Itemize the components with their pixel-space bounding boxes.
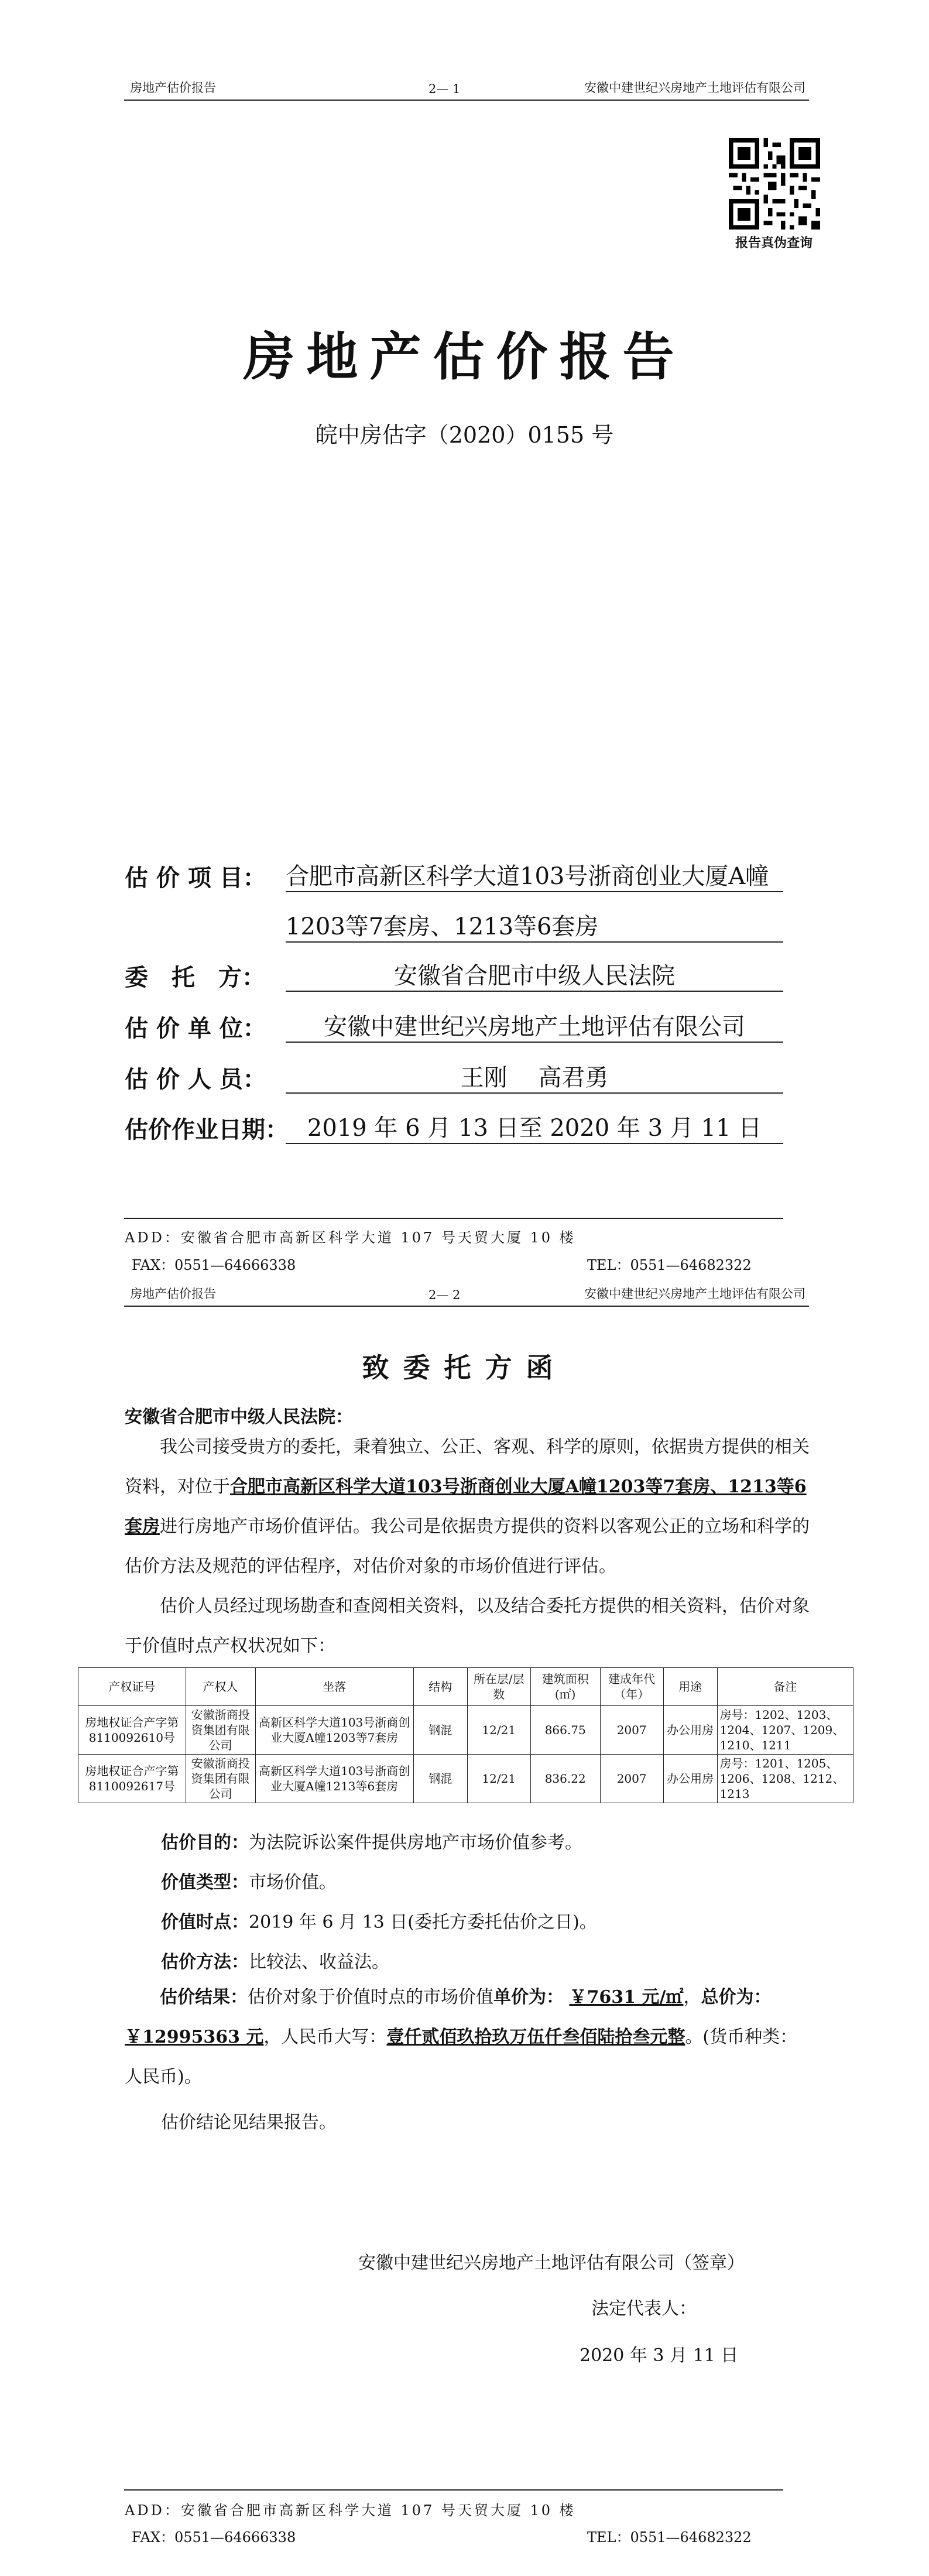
table-header: 坐落 — [255, 1668, 413, 1706]
table-header: 备注 — [717, 1668, 853, 1706]
letter-page — [0, 1282, 929, 2576]
table-cell: 2007 — [600, 1706, 663, 1755]
table-cell: 钢混 — [413, 1706, 467, 1755]
survey-paragraph: 估价人员经过现场勘查和查阅相关资料，以及结合委托方提供的相关资料，估价对象于价值时点产权状况如下： — [125, 1596, 810, 1656]
unit-price: ￥7631 元/㎡ — [569, 1987, 684, 2008]
table-cell: 安徽浙商投资集团有限公司 — [186, 1706, 255, 1755]
qr-code-icon[interactable] — [729, 138, 820, 229]
report-title: 房地产估价报告 — [243, 326, 686, 387]
project-label: 估 价 项 目： — [125, 864, 266, 892]
appraisal-unit-value: 安徽中建世纪兴房地产土地评估有限公司 — [286, 1008, 783, 1043]
total-price-in-words: 壹仟贰佰玖拾玖万伍仟叁佰陆拾叁元整 — [386, 2027, 685, 2047]
result-paragraph: 估价结果：估价对象于价值时点的市场价值单价为： ￥7631 元/㎡，总价为： ￥12995363 元，人民币大写：壹仟贰佰玖拾玖万伍仟叁佰陆拾叁元整。(货币种类：人民币)。 — [125, 1987, 798, 2087]
footer-address: ADD：安徽省合肥市高新区科学大道 107 号天贸大厦 10 楼 — [125, 2502, 576, 2519]
table-cell: 钢混 — [413, 1755, 467, 1803]
conclusion-line: 估价结论见结果报告。 — [161, 2112, 337, 2133]
table-header: 结构 — [413, 1668, 467, 1706]
table-cell: 12/21 — [467, 1706, 530, 1755]
table-header: 建筑面积(㎡) — [530, 1668, 600, 1706]
page-header — [124, 1282, 809, 1307]
header-page-number: 2— 2 — [428, 1288, 461, 1302]
table-cell: 836.22 — [530, 1755, 600, 1803]
footer-address: ADD：安徽省合肥市高新区科学大道 107 号天贸大厦 10 楼 — [125, 1229, 576, 1246]
footer-tel: TEL：0551—64682322 — [587, 1257, 752, 1273]
header-left: 房地产估价报告 — [130, 81, 216, 95]
table-header: 用途 — [663, 1668, 717, 1706]
table-cell: 安徽浙商投资集团有限公司 — [186, 1755, 255, 1803]
signature-company: 安徽中建世纪兴房地产土地评估有限公司（签章） — [358, 2253, 745, 2273]
addressee: 安徽省合肥市中级人民法院： — [125, 1407, 353, 1427]
table-cell: 办公用房 — [663, 1706, 717, 1755]
table-header: 所在层/层数 — [467, 1668, 530, 1706]
header-right: 安徽中建世纪兴房地产土地评估有限公司 — [584, 81, 805, 95]
appraisal-unit-label: 估 价 单 位： — [125, 1015, 266, 1042]
qr-caption: 报告真伪查询 — [735, 235, 813, 251]
table-header-row — [78, 1668, 853, 1706]
table-cell: 866.75 — [530, 1706, 600, 1755]
table-cell: 房地权证合产字第8110092610号 — [78, 1706, 186, 1755]
table-header: 产权证号 — [78, 1668, 186, 1706]
table-row — [78, 1755, 853, 1803]
header-left: 房地产估价报告 — [130, 1287, 216, 1301]
table-cell: 高新区科学大道103号浙商创业大厦A幢1213等6套房 — [255, 1755, 413, 1803]
footer-fax: FAX：0551—64666338 — [132, 1257, 296, 1273]
legal-representative: 法定代表人： — [591, 2298, 697, 2319]
method-line: 估价方法：比较法、收益法。 — [161, 1952, 389, 1972]
total-price: ￥12995363 元 — [125, 2027, 264, 2047]
client-label: 委 托 方： — [125, 964, 265, 991]
letter-title: 致委托方函 — [362, 1352, 567, 1383]
table-cell: 高新区科学大道103号浙商创业大厦A幢1203等7套房 — [255, 1706, 413, 1755]
appraiser-label: 估 价 人 员： — [125, 1066, 266, 1093]
table-row — [78, 1706, 853, 1755]
table-cell: 2007 — [600, 1755, 663, 1803]
work-date-value: 2019 年 6 月 13 日至 2020 年 3 月 11 日 — [286, 1109, 783, 1144]
table-cell: 房地权证合产字第8110092617号 — [78, 1755, 186, 1803]
work-date-label: 估价作业日期： — [125, 1116, 289, 1143]
table-cell: 办公用房 — [663, 1755, 717, 1803]
footer-tel: TEL：0551—64682322 — [587, 2529, 752, 2546]
purpose-line: 估价目的：为法院诉讼案件提供房地产市场价值参考。 — [161, 1832, 582, 1853]
value-type-line: 价值类型：市场价值。 — [161, 1872, 337, 1893]
document-number: 皖中房估字（2020）0155 号 — [315, 422, 614, 448]
cover-page — [0, 0, 929, 1282]
project-value-line1: 合肥市高新区科学大道103号浙商创业大厦A幢 — [286, 858, 783, 892]
project-value-line2: 1203等7套房、1213等6套房 — [286, 908, 783, 943]
footer-divider — [124, 2489, 783, 2491]
table-cell: 房号：1202、1203、1204、1207、1209、1210、1211 — [717, 1706, 853, 1755]
intro-paragraph: 我公司接受贵方的委托，秉着独立、公正、客观、科学的原则，依据贵方提供的相关资料，对位于合肥市高新区科学大道103号浙商创业大厦A幢1203等7套房、1213等6套房进行房地产市场价值评估。我公司是依据贵方提供的资料以客观公正的立场和科学的估价方法及规范的评估程序，对估价对象的市场价值进行评估。 — [125, 1437, 810, 1577]
footer-divider — [124, 1218, 783, 1219]
table-header: 建成年代（年） — [600, 1668, 663, 1706]
table-cell: 12/21 — [467, 1755, 530, 1803]
signature-date: 2020 年 3 月 11 日 — [580, 2345, 739, 2366]
value-time-line: 价值时点：2019 年 6 月 13 日(委托方委托估价之日)。 — [161, 1912, 597, 1933]
header-page-number: 2— 1 — [428, 82, 461, 96]
property-location: 合肥市高新区科学大道103号浙商创业大厦A幢1203等7套房、1213等6套房 — [125, 1477, 807, 1537]
page-header — [124, 76, 809, 101]
header-right: 安徽中建世纪兴房地产土地评估有限公司 — [584, 1287, 805, 1301]
appraiser-value: 王刚 高君勇 — [286, 1059, 783, 1094]
table-cell: 房号：1201、1205、1206、1208、1212、1213 — [717, 1755, 853, 1803]
footer-fax: FAX：0551—64666338 — [132, 2529, 296, 2546]
property-rights-table — [78, 1667, 853, 1803]
client-value: 安徽省合肥市中级人民法院 — [286, 957, 783, 992]
table-header: 产权人 — [186, 1668, 255, 1706]
